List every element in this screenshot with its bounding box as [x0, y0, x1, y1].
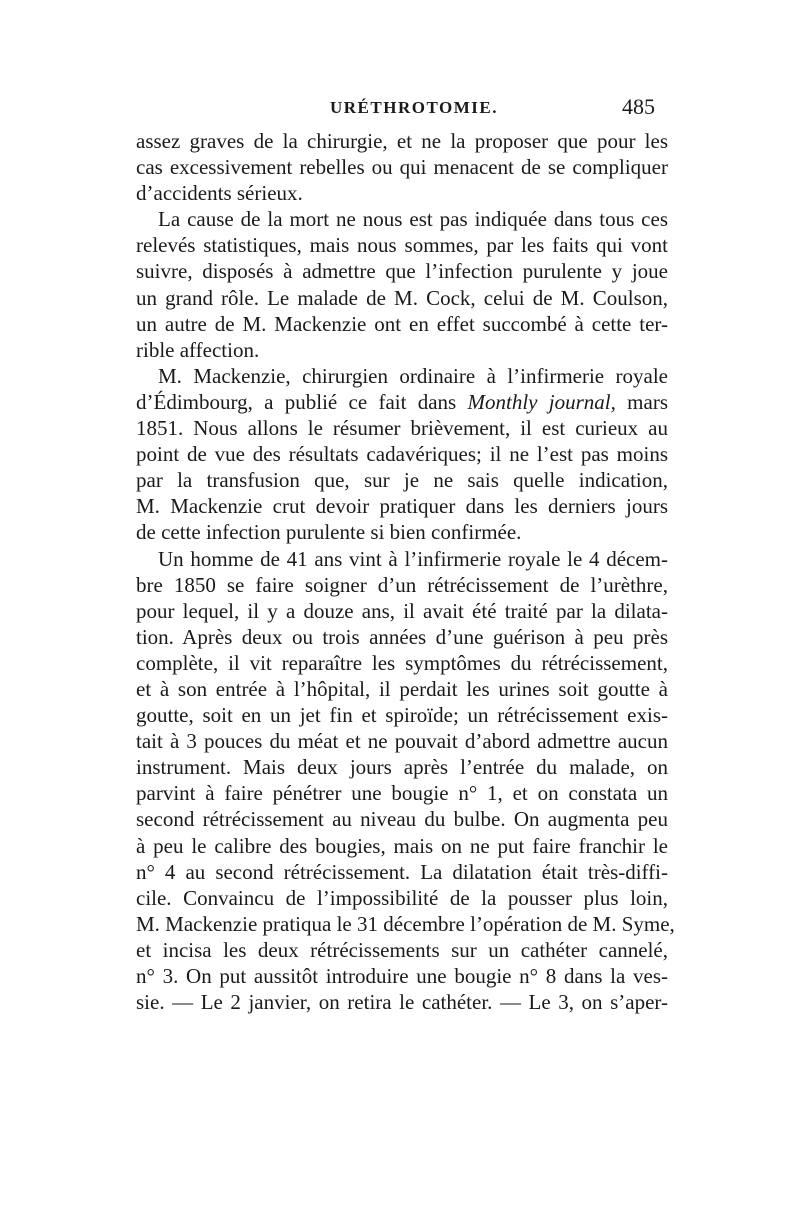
text-line: de cette infection purulente si bien confirmée.: [136, 520, 522, 545]
text-line: second rétrécissement au niveau du bulbe. On augmenta peu: [136, 807, 668, 832]
text-line: d’accidents sérieux.: [136, 181, 303, 206]
text-line: bre 1850 se faire soigner d’un rétrécissement de l’urèthre,: [136, 572, 668, 597]
text-line: [136, 389, 668, 415]
text-line: goutte, soit en un jet fin et spiroïde; un rétrécissement exis-: [136, 703, 668, 728]
text-line: instrument. Mais deux jours après l’entrée du malade, on: [136, 755, 668, 780]
text-line: complète, il vit reparaître les symptômes du rétrécissement,: [136, 650, 668, 675]
text-line: par la transfusion que, sur je ne sais quelle indication,: [136, 468, 668, 493]
text-line: parvint à faire pénétrer une bougie n° 1, et on constata un: [136, 781, 668, 806]
text-line: suivre, disposés à admettre que l’infection purulente y joue: [136, 259, 668, 284]
text-line: n° 3. On put aussitôt introduire une bougie n° 8 dans la ves-: [136, 964, 668, 988]
text-line: n° 4 au second rétrécissement. La dilatation était très-diffi-: [136, 859, 668, 884]
text-line: un grand rôle. Le malade de M. Cock, celui de M. Coulson,: [136, 285, 668, 310]
text-line: point de vue des résultats cadavériques; il ne l’est pas moins: [136, 442, 668, 467]
text-line: et à son entrée à l’hôpital, il perdait les urines soit goutte à: [136, 676, 668, 701]
text-line: pour lequel, il y a douze ans, il avait été traité par la dilata-: [136, 598, 668, 623]
text-line: M. Mackenzie crut devoir pratiquer dans les derniers jours: [136, 494, 668, 519]
text-line: à peu le calibre des bougies, mais on ne put faire franchir le: [136, 833, 668, 858]
text-line: un autre de M. Mackenzie ont en effet succombé à cette ter-: [136, 311, 668, 336]
text-line: M. Mackenzie, chirurgien ordinaire à l’infirmerie royale: [158, 363, 668, 388]
text-line: sie. — Le 2 janvier, on retira le cathéter. — Le 3, on s’aper-: [136, 990, 668, 1015]
text-fragment: mars: [615, 389, 668, 414]
running-head: URÉTHROTOMIE.: [330, 98, 498, 117]
text-fragment: d’Édimbourg, a publié ce fait dans: [136, 389, 468, 414]
body-text: [136, 128, 675, 1015]
text-line: La cause de la mort ne nous est pas indiquée dans tous ces: [158, 207, 668, 232]
page-number: 485: [622, 94, 655, 119]
text-line: cile. Convaincu de l’impossibilité de la pousser plus loin,: [136, 885, 668, 910]
text-line: Un homme de 41 ans vint à l’infirmerie royale le 4 décem-: [158, 546, 668, 571]
text-line: tion. Après deux ou trois années d’une guérison à peu près: [136, 624, 668, 649]
text-line: rible affection.: [136, 337, 260, 362]
italic-title: Monthly journal,: [467, 389, 616, 414]
text-line: cas excessivement rebelles ou qui menacent de se compliquer: [136, 155, 668, 180]
text-line: tait à 3 pouces du méat et ne pouvait d’abord admettre aucun: [136, 729, 668, 754]
text-line: 1851. Nous allons le résumer brièvement, il est curieux au: [136, 416, 668, 441]
text-line: et incisa les deux rétrécissements sur un cathéter cannelé,: [136, 937, 668, 962]
text-line: relevés statistiques, mais nous sommes, par les faits qui vont: [136, 233, 668, 258]
text-line: assez graves de la chirurgie, et ne la proposer que pour les: [136, 129, 668, 153]
text-line: M. Mackenzie pratiqua le 31 décembre l’opération de M. Syme,: [136, 911, 675, 936]
